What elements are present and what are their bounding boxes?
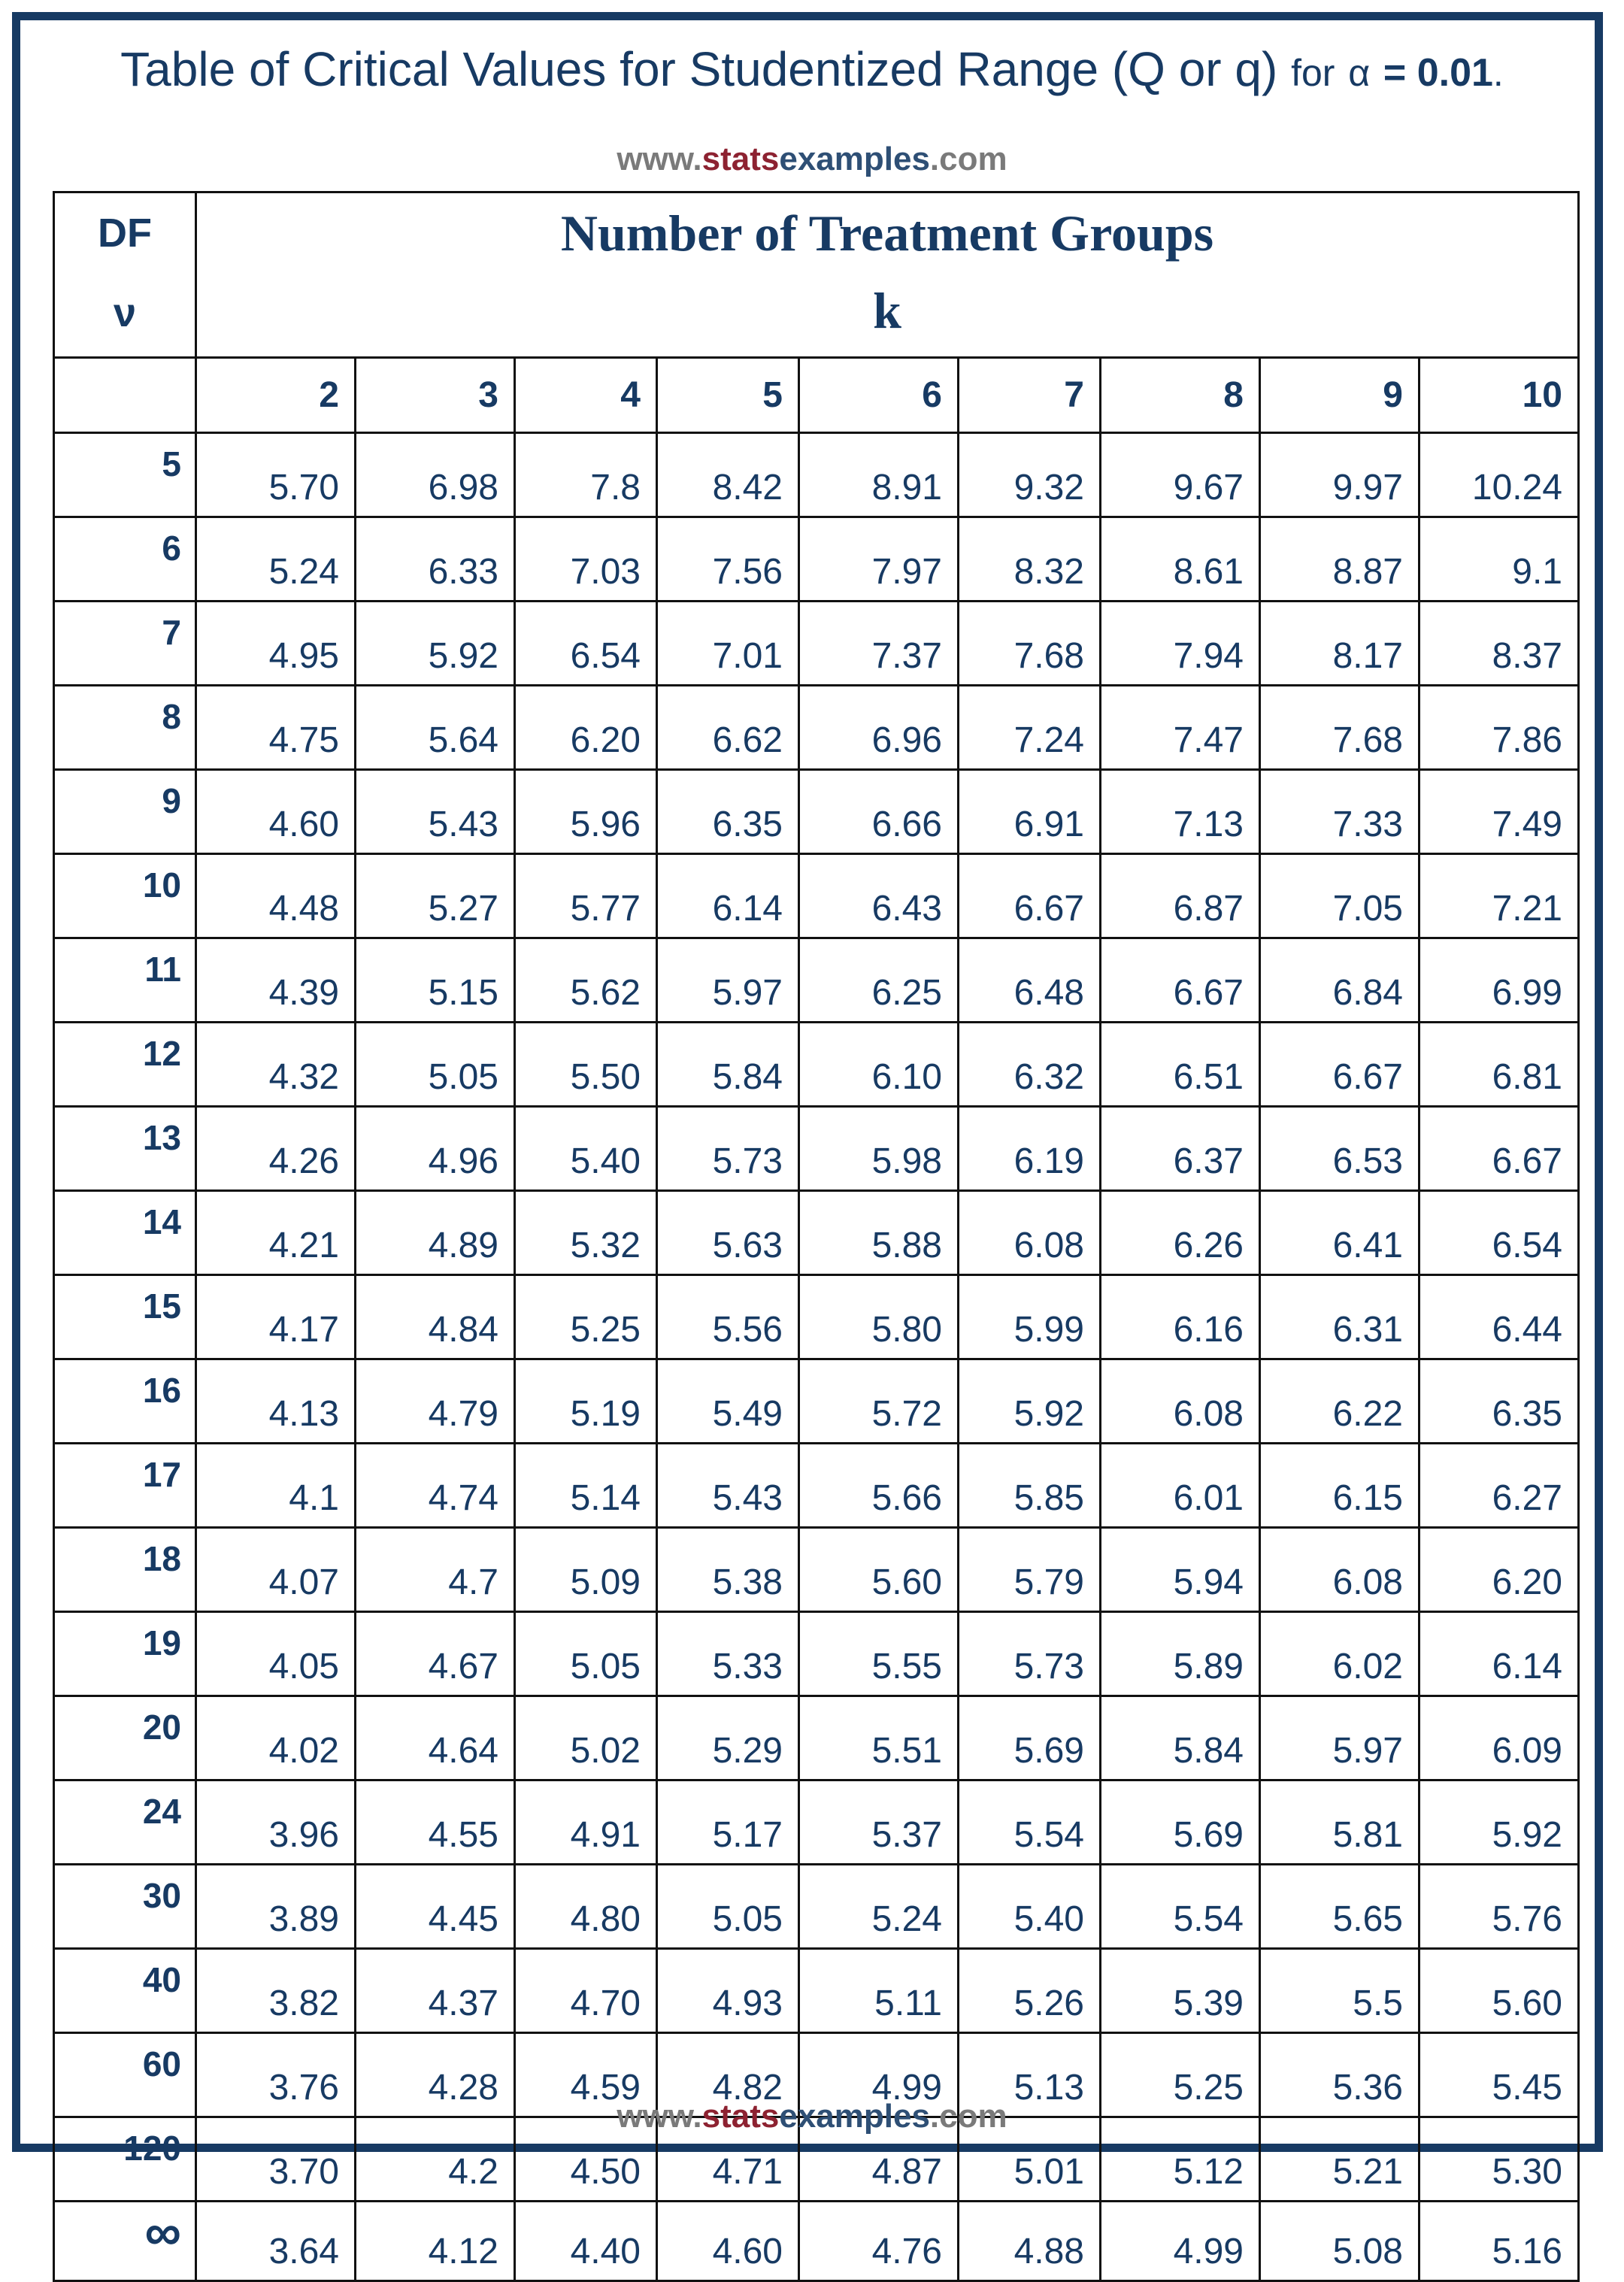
value-cell: 5.69 bbox=[959, 1696, 1101, 1780]
value-cell: 5.12 bbox=[1101, 2117, 1260, 2202]
value-cell: 5.29 bbox=[657, 1696, 799, 1780]
value-cell: 6.87 bbox=[1101, 854, 1260, 938]
value-cell: 5.24 bbox=[196, 517, 356, 602]
value-cell: 5.43 bbox=[657, 1444, 799, 1528]
value-cell: 3.82 bbox=[196, 1949, 356, 2033]
value-cell: 5.37 bbox=[799, 1780, 959, 1865]
value-cell: 5.66 bbox=[799, 1444, 959, 1528]
value-cell: 5.88 bbox=[799, 1191, 959, 1275]
value-cell: 5.99 bbox=[959, 1275, 1101, 1359]
df-cell: 60 bbox=[54, 2033, 196, 2117]
value-cell: 6.37 bbox=[1101, 1107, 1260, 1191]
value-cell: 6.54 bbox=[515, 602, 657, 686]
value-cell: 4.32 bbox=[196, 1023, 356, 1107]
df-cell: 7 bbox=[54, 602, 196, 686]
value-cell: 4.75 bbox=[196, 686, 356, 770]
value-cell: 9.97 bbox=[1260, 433, 1419, 517]
df-cell: 6 bbox=[54, 517, 196, 602]
value-cell: 4.96 bbox=[356, 1107, 515, 1191]
value-cell: 6.33 bbox=[356, 517, 515, 602]
value-cell: 4.48 bbox=[196, 854, 356, 938]
value-cell: 7.8 bbox=[515, 433, 657, 517]
value-cell: 6.10 bbox=[799, 1023, 959, 1107]
value-cell: 6.67 bbox=[1101, 938, 1260, 1023]
k-header-cell: 6 bbox=[799, 358, 959, 433]
value-cell: 4.88 bbox=[959, 2202, 1101, 2281]
value-cell: 5.84 bbox=[657, 1023, 799, 1107]
value-cell: 5.72 bbox=[799, 1359, 959, 1444]
value-cell: 5.92 bbox=[1419, 1780, 1579, 1865]
df-cell: 18 bbox=[54, 1528, 196, 1612]
value-cell: 6.35 bbox=[657, 770, 799, 854]
value-cell: 4.37 bbox=[356, 1949, 515, 2033]
value-cell: 4.74 bbox=[356, 1444, 515, 1528]
value-cell: 5.65 bbox=[1260, 1865, 1419, 1949]
df-cell: 8 bbox=[54, 686, 196, 770]
value-cell: 6.53 bbox=[1260, 1107, 1419, 1191]
value-cell: 6.67 bbox=[1419, 1107, 1579, 1191]
value-cell: 6.54 bbox=[1419, 1191, 1579, 1275]
value-cell: 5.05 bbox=[657, 1865, 799, 1949]
value-cell: 5.77 bbox=[515, 854, 657, 938]
value-cell: 5.40 bbox=[515, 1107, 657, 1191]
k-header-cell: 7 bbox=[959, 358, 1101, 433]
table-row bbox=[54, 1865, 1579, 1949]
value-cell: 4.39 bbox=[196, 938, 356, 1023]
df-label: DF bbox=[98, 211, 152, 256]
value-cell: 5.05 bbox=[356, 1023, 515, 1107]
value-cell: 4.84 bbox=[356, 1275, 515, 1359]
value-cell: 5.11 bbox=[799, 1949, 959, 2033]
value-cell: 7.56 bbox=[657, 517, 799, 602]
table-row bbox=[54, 1612, 1579, 1696]
site-part-stats: stats bbox=[701, 141, 780, 177]
value-cell: 7.05 bbox=[1260, 854, 1419, 938]
value-cell: 6.98 bbox=[356, 433, 515, 517]
value-cell: 4.26 bbox=[196, 1107, 356, 1191]
value-cell: 7.94 bbox=[1101, 602, 1260, 686]
value-cell: 9.67 bbox=[1101, 433, 1260, 517]
value-cell: 5.60 bbox=[1419, 1949, 1579, 2033]
value-cell: 8.32 bbox=[959, 517, 1101, 602]
value-cell: 6.02 bbox=[1260, 1612, 1419, 1696]
site-part-examples: examples bbox=[779, 2098, 930, 2135]
value-cell: 7.37 bbox=[799, 602, 959, 686]
value-cell: 4.99 bbox=[799, 2033, 959, 2117]
df-cell: 12 bbox=[54, 1023, 196, 1107]
df-cell: 24 bbox=[54, 1780, 196, 1865]
value-cell: 6.91 bbox=[959, 770, 1101, 854]
value-cell: 4.07 bbox=[196, 1528, 356, 1612]
value-cell: 6.35 bbox=[1419, 1359, 1579, 1444]
value-cell: 4.45 bbox=[356, 1865, 515, 1949]
value-cell: 5.45 bbox=[1419, 2033, 1579, 2117]
value-cell: 8.17 bbox=[1260, 602, 1419, 686]
value-cell: 5.33 bbox=[657, 1612, 799, 1696]
table-row bbox=[54, 686, 1579, 770]
value-cell: 4.71 bbox=[657, 2117, 799, 2202]
critical-values-table bbox=[53, 191, 1580, 2282]
table-row bbox=[54, 517, 1579, 602]
value-cell: 5.89 bbox=[1101, 1612, 1260, 1696]
value-cell: 10.24 bbox=[1419, 433, 1579, 517]
value-cell: 5.92 bbox=[356, 602, 515, 686]
value-cell: 6.32 bbox=[959, 1023, 1101, 1107]
site-part-stats: stats bbox=[701, 2098, 780, 2135]
df-cell: 5 bbox=[54, 433, 196, 517]
value-cell: 4.40 bbox=[515, 2202, 657, 2281]
value-cell: 5.13 bbox=[959, 2033, 1101, 2117]
value-cell: 5.73 bbox=[959, 1612, 1101, 1696]
value-cell: 4.2 bbox=[356, 2117, 515, 2202]
value-cell: 8.37 bbox=[1419, 602, 1579, 686]
value-cell: 6.25 bbox=[799, 938, 959, 1023]
value-cell: 3.70 bbox=[196, 2117, 356, 2202]
groups-label: Number of Treatment Groups bbox=[560, 205, 1214, 262]
value-cell: 5.62 bbox=[515, 938, 657, 1023]
value-cell: 7.86 bbox=[1419, 686, 1579, 770]
value-cell: 3.96 bbox=[196, 1780, 356, 1865]
value-cell: 5.70 bbox=[196, 433, 356, 517]
table-row bbox=[54, 1949, 1579, 2033]
title-main: Table of Critical Values for Studentized Range (Q or q) bbox=[120, 42, 1278, 96]
value-cell: 9.32 bbox=[959, 433, 1101, 517]
value-cell: 4.89 bbox=[356, 1191, 515, 1275]
df-cell: 19 bbox=[54, 1612, 196, 1696]
value-cell: 5.09 bbox=[515, 1528, 657, 1612]
value-cell: 7.03 bbox=[515, 517, 657, 602]
value-cell: 7.21 bbox=[1419, 854, 1579, 938]
value-cell: 5.51 bbox=[799, 1696, 959, 1780]
df-cell: 9 bbox=[54, 770, 196, 854]
df-cell: 20 bbox=[54, 1696, 196, 1780]
value-cell: 4.60 bbox=[196, 770, 356, 854]
table-row bbox=[54, 1780, 1579, 1865]
value-cell: 4.05 bbox=[196, 1612, 356, 1696]
df-cell: 14 bbox=[54, 1191, 196, 1275]
table-row bbox=[54, 1191, 1579, 1275]
value-cell: 5.08 bbox=[1260, 2202, 1419, 2281]
value-cell: 4.87 bbox=[799, 2117, 959, 2202]
value-cell: 4.91 bbox=[515, 1780, 657, 1865]
title-period: . bbox=[1492, 52, 1504, 94]
value-cell: 5.17 bbox=[657, 1780, 799, 1865]
table-row bbox=[54, 433, 1579, 517]
value-cell: 6.66 bbox=[799, 770, 959, 854]
table-row bbox=[54, 1275, 1579, 1359]
value-cell: 6.22 bbox=[1260, 1359, 1419, 1444]
value-cell: 4.12 bbox=[356, 2202, 515, 2281]
value-cell: 7.49 bbox=[1419, 770, 1579, 854]
value-cell: 4.59 bbox=[515, 2033, 657, 2117]
value-cell: 4.80 bbox=[515, 1865, 657, 1949]
value-cell: 6.20 bbox=[1419, 1528, 1579, 1612]
value-cell: 5.97 bbox=[1260, 1696, 1419, 1780]
value-cell: 5.19 bbox=[515, 1359, 657, 1444]
value-cell: 5.02 bbox=[515, 1696, 657, 1780]
table-row bbox=[54, 1359, 1579, 1444]
value-cell: 5.14 bbox=[515, 1444, 657, 1528]
value-cell: 6.15 bbox=[1260, 1444, 1419, 1528]
value-cell: 5.94 bbox=[1101, 1528, 1260, 1612]
table-row bbox=[54, 1528, 1579, 1612]
value-cell: 6.08 bbox=[959, 1191, 1101, 1275]
table-row bbox=[54, 938, 1579, 1023]
k-values-row bbox=[54, 358, 1579, 433]
value-cell: 5.43 bbox=[356, 770, 515, 854]
k-row-blank-cell bbox=[54, 358, 196, 433]
value-cell: 6.43 bbox=[799, 854, 959, 938]
value-cell: 6.62 bbox=[657, 686, 799, 770]
value-cell: 4.13 bbox=[196, 1359, 356, 1444]
value-cell: 7.97 bbox=[799, 517, 959, 602]
value-cell: 6.16 bbox=[1101, 1275, 1260, 1359]
value-cell: 7.47 bbox=[1101, 686, 1260, 770]
value-cell: 4.76 bbox=[799, 2202, 959, 2281]
value-cell: 5.80 bbox=[799, 1275, 959, 1359]
value-cell: 3.89 bbox=[196, 1865, 356, 1949]
site-suffix: .com bbox=[929, 2098, 1007, 2135]
value-cell: 7.24 bbox=[959, 686, 1101, 770]
value-cell: 5.97 bbox=[657, 938, 799, 1023]
value-cell: 6.67 bbox=[1260, 1023, 1419, 1107]
value-cell: 8.87 bbox=[1260, 517, 1419, 602]
df-cell: 120 bbox=[54, 2117, 196, 2202]
value-cell: 5.38 bbox=[657, 1528, 799, 1612]
table-row bbox=[54, 1107, 1579, 1191]
value-cell: 7.01 bbox=[657, 602, 799, 686]
value-cell: 6.51 bbox=[1101, 1023, 1260, 1107]
value-cell: 6.84 bbox=[1260, 938, 1419, 1023]
site-prefix: www. bbox=[617, 2098, 702, 2135]
value-cell: 4.17 bbox=[196, 1275, 356, 1359]
value-cell: 5.85 bbox=[959, 1444, 1101, 1528]
value-cell: 5.15 bbox=[356, 938, 515, 1023]
value-cell: 4.79 bbox=[356, 1359, 515, 1444]
value-cell: 5.76 bbox=[1419, 1865, 1579, 1949]
value-cell: 5.30 bbox=[1419, 2117, 1579, 2202]
k-header-cell: 4 bbox=[515, 358, 657, 433]
value-cell: 5.26 bbox=[959, 1949, 1101, 2033]
value-cell: 4.93 bbox=[657, 1949, 799, 2033]
value-cell: 5.36 bbox=[1260, 2033, 1419, 2117]
site-suffix: .com bbox=[929, 141, 1007, 177]
value-cell: 4.70 bbox=[515, 1949, 657, 2033]
value-cell: 5.50 bbox=[515, 1023, 657, 1107]
value-cell: 6.01 bbox=[1101, 1444, 1260, 1528]
value-cell: 6.19 bbox=[959, 1107, 1101, 1191]
df-cell: 13 bbox=[54, 1107, 196, 1191]
value-cell: 6.20 bbox=[515, 686, 657, 770]
value-cell: 8.61 bbox=[1101, 517, 1260, 602]
value-cell: 4.50 bbox=[515, 2117, 657, 2202]
value-cell: 6.99 bbox=[1419, 938, 1579, 1023]
value-cell: 5.92 bbox=[959, 1359, 1101, 1444]
value-cell: 5.64 bbox=[356, 686, 515, 770]
df-header bbox=[54, 192, 196, 358]
value-cell: 5.98 bbox=[799, 1107, 959, 1191]
value-cell: 4.7 bbox=[356, 1528, 515, 1612]
k-header-cell: 3 bbox=[356, 358, 515, 433]
site-url-bottom bbox=[0, 2096, 1624, 2138]
value-cell: 5.54 bbox=[1101, 1865, 1260, 1949]
value-cell: 4.64 bbox=[356, 1696, 515, 1780]
table-row bbox=[54, 2202, 1579, 2281]
value-cell: 5.16 bbox=[1419, 2202, 1579, 2281]
value-cell: 6.81 bbox=[1419, 1023, 1579, 1107]
value-cell: 5.56 bbox=[657, 1275, 799, 1359]
value-cell: 9.1 bbox=[1419, 517, 1579, 602]
value-cell: 5.05 bbox=[515, 1612, 657, 1696]
df-cell: 15 bbox=[54, 1275, 196, 1359]
value-cell: 5.25 bbox=[515, 1275, 657, 1359]
k-header-cell: 5 bbox=[657, 358, 799, 433]
value-cell: 5.39 bbox=[1101, 1949, 1260, 2033]
value-cell: 8.42 bbox=[657, 433, 799, 517]
value-cell: 4.1 bbox=[196, 1444, 356, 1528]
value-cell: 6.48 bbox=[959, 938, 1101, 1023]
value-cell: 6.44 bbox=[1419, 1275, 1579, 1359]
title-alpha-symbol: α bbox=[1348, 52, 1371, 94]
df-cell: 30 bbox=[54, 1865, 196, 1949]
value-cell: 5.96 bbox=[515, 770, 657, 854]
value-cell: 4.60 bbox=[657, 2202, 799, 2281]
table-row bbox=[54, 854, 1579, 938]
site-part-examples: examples bbox=[779, 141, 930, 177]
value-cell: 5.40 bbox=[959, 1865, 1101, 1949]
value-cell: 6.08 bbox=[1260, 1528, 1419, 1612]
k-header-cell: 9 bbox=[1260, 358, 1419, 433]
df-cell: ∞ bbox=[54, 2202, 196, 2281]
value-cell: 6.08 bbox=[1101, 1359, 1260, 1444]
value-cell: 5.01 bbox=[959, 2117, 1101, 2202]
value-cell: 7.68 bbox=[1260, 686, 1419, 770]
site-url-top bbox=[0, 138, 1624, 180]
value-cell: 6.27 bbox=[1419, 1444, 1579, 1528]
value-cell: 4.95 bbox=[196, 602, 356, 686]
value-cell: 5.81 bbox=[1260, 1780, 1419, 1865]
df-cell: 16 bbox=[54, 1359, 196, 1444]
value-cell: 4.02 bbox=[196, 1696, 356, 1780]
k-label: k bbox=[873, 282, 901, 339]
value-cell: 4.28 bbox=[356, 2033, 515, 2117]
value-cell: 5.54 bbox=[959, 1780, 1101, 1865]
k-header-cell: 10 bbox=[1419, 358, 1579, 433]
table-row bbox=[54, 1444, 1579, 1528]
value-cell: 6.14 bbox=[657, 854, 799, 938]
df-cell: 10 bbox=[54, 854, 196, 938]
table-row bbox=[54, 770, 1579, 854]
value-cell: 5.21 bbox=[1260, 2117, 1419, 2202]
value-cell: 6.31 bbox=[1260, 1275, 1419, 1359]
value-cell: 5.73 bbox=[657, 1107, 799, 1191]
value-cell: 4.67 bbox=[356, 1612, 515, 1696]
value-cell: 6.26 bbox=[1101, 1191, 1260, 1275]
value-cell: 5.25 bbox=[1101, 2033, 1260, 2117]
table-row bbox=[54, 1696, 1579, 1780]
page-title bbox=[0, 39, 1624, 103]
value-cell: 6.67 bbox=[959, 854, 1101, 938]
value-cell: 5.5 bbox=[1260, 1949, 1419, 2033]
df-cell: 40 bbox=[54, 1949, 196, 2033]
title-for: for bbox=[1291, 52, 1335, 94]
value-cell: 5.63 bbox=[657, 1191, 799, 1275]
value-cell: 5.84 bbox=[1101, 1696, 1260, 1780]
value-cell: 5.55 bbox=[799, 1612, 959, 1696]
value-cell: 4.82 bbox=[657, 2033, 799, 2117]
value-cell: 4.21 bbox=[196, 1191, 356, 1275]
table-row bbox=[54, 602, 1579, 686]
value-cell: 5.49 bbox=[657, 1359, 799, 1444]
value-cell: 6.96 bbox=[799, 686, 959, 770]
title-alpha-value: = 0.01 bbox=[1383, 51, 1493, 95]
value-cell: 6.41 bbox=[1260, 1191, 1419, 1275]
df-cell: 17 bbox=[54, 1444, 196, 1528]
value-cell: 3.76 bbox=[196, 2033, 356, 2117]
value-cell: 5.79 bbox=[959, 1528, 1101, 1612]
k-header-cell: 2 bbox=[196, 358, 356, 433]
site-prefix: www. bbox=[617, 141, 702, 177]
k-header-cell: 8 bbox=[1101, 358, 1260, 433]
value-cell: 5.24 bbox=[799, 1865, 959, 1949]
value-cell: 7.13 bbox=[1101, 770, 1260, 854]
value-cell: 3.64 bbox=[196, 2202, 356, 2281]
value-cell: 8.91 bbox=[799, 433, 959, 517]
groups-header bbox=[196, 192, 1579, 358]
nu-label: ν bbox=[113, 290, 137, 335]
value-cell: 6.14 bbox=[1419, 1612, 1579, 1696]
value-cell: 5.69 bbox=[1101, 1780, 1260, 1865]
value-cell: 5.32 bbox=[515, 1191, 657, 1275]
value-cell: 7.68 bbox=[959, 602, 1101, 686]
value-cell: 5.27 bbox=[356, 854, 515, 938]
value-cell: 4.99 bbox=[1101, 2202, 1260, 2281]
table-row bbox=[54, 1023, 1579, 1107]
value-cell: 5.60 bbox=[799, 1528, 959, 1612]
value-cell: 4.55 bbox=[356, 1780, 515, 1865]
value-cell: 6.09 bbox=[1419, 1696, 1579, 1780]
value-cell: 7.33 bbox=[1260, 770, 1419, 854]
df-cell: 11 bbox=[54, 938, 196, 1023]
